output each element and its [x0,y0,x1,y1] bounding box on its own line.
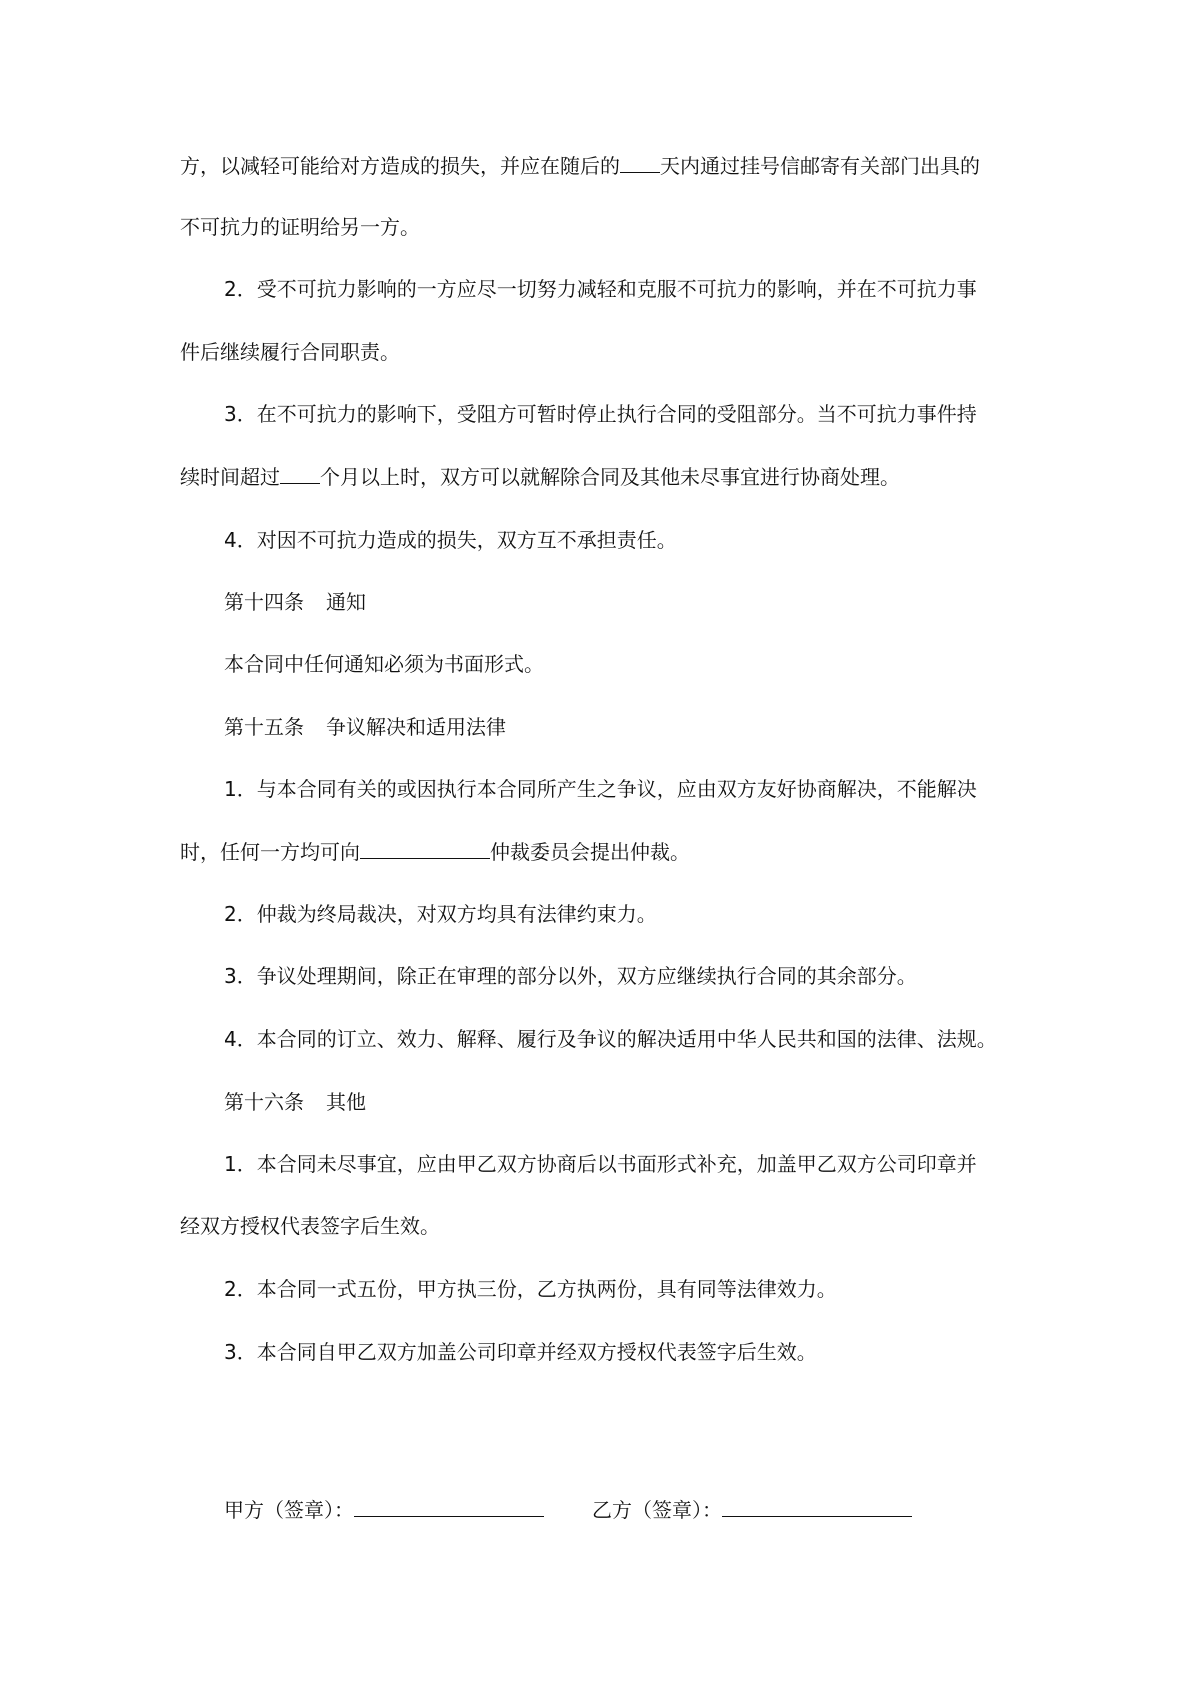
party-a-signature-line[interactable] [354,1498,544,1517]
article-number: 第十五条 [224,715,304,739]
paragraph-text: 3．本合同自甲乙双方加盖公司印章并经双方授权代表签字后生效。 [224,1340,817,1364]
party-b-signature [592,1496,912,1524]
article-15-clause-1-line-1 [224,775,1074,803]
paragraph-text: 经双方授权代表签字后生效。 [180,1214,440,1238]
fill-in-blank [360,840,490,859]
article-15-clause-4 [224,1025,1074,1053]
clause-2-line-2 [180,338,1030,366]
clause-3-line-2 [180,463,1030,491]
article-14-text [224,650,1074,678]
article-15-clause-3 [224,962,1074,990]
signature-row [224,1496,1024,1524]
paragraph-text: 个月以上时，双方可以就解除合同及其他未尽事宜进行协商处理。 [320,465,900,489]
paragraph-text: 不可抗力的证明给另一方。 [180,215,420,239]
paragraph-text: 1．本合同未尽事宜，应由甲乙双方协商后以书面形式补充，加盖甲乙双方公司印章并 [224,1152,977,1176]
article-16-clause-1-line-2 [180,1212,1030,1240]
party-b-label: 乙方（签章）： [592,1498,722,1522]
fill-in-blank [280,465,320,484]
paragraph-text: 2．仲裁为终局裁决，对双方均具有法律约束力。 [224,902,657,926]
paragraph-text: 2．受不可抗力影响的一方应尽一切努力减轻和克服不可抗力的影响，并在不可抗力事 [224,277,977,301]
paragraph-line [180,213,1030,241]
article-16-heading [224,1088,1074,1116]
paragraph-text: 2．本合同一式五份，甲方执三份，乙方执两份，具有同等法律效力。 [224,1277,837,1301]
paragraph-text: 仲裁委员会提出仲裁。 [490,840,690,864]
article-15-clause-1-line-2 [180,838,1030,866]
paragraph-text: 4．本合同的订立、效力、解释、履行及争议的解决适用中华人民共和国的法律、法规。 [224,1027,997,1051]
article-15-clause-2 [224,900,1074,928]
article-title: 其他 [326,1090,366,1114]
paragraph-text: 本合同中任何通知必须为书面形式。 [224,652,544,676]
article-number: 第十四条 [224,590,304,614]
paragraph-text: 方，以减轻可能给对方造成的损失，并应在随后的 [180,154,620,178]
paragraph-text: 件后继续履行合同职责。 [180,340,400,364]
party-b-signature-line[interactable] [722,1498,912,1517]
clause-3-line-1 [224,400,1074,428]
article-16-clause-3 [224,1338,1074,1366]
clause-4-line [224,526,1074,554]
paragraph-text: 时，任何一方均可向 [180,840,360,864]
article-title: 通知 [326,590,366,614]
paragraph-text: 3．在不可抗力的影响下，受阻方可暂时停止执行合同的受阻部分。当不可抗力事件持 [224,402,977,426]
clause-2-line-1 [224,275,1074,303]
paragraph-text: 1．与本合同有关的或因执行本合同所产生之争议，应由双方友好协商解决，不能解决 [224,777,977,801]
paragraph-line [180,152,1030,180]
fill-in-blank [620,154,660,173]
paragraph-text: 4．对因不可抗力造成的损失，双方互不承担责任。 [224,528,677,552]
paragraph-text: 天内通过挂号信邮寄有关部门出具的 [660,154,980,178]
paragraph-text: 3．争议处理期间，除正在审理的部分以外，双方应继续执行合同的其余部分。 [224,964,917,988]
article-16-clause-2 [224,1275,1074,1303]
article-15-heading [224,713,1074,741]
article-title: 争议解决和适用法律 [326,715,506,739]
paragraph-text: 续时间超过 [180,465,280,489]
article-16-clause-1-line-1 [224,1150,1074,1178]
article-number: 第十六条 [224,1090,304,1114]
party-a-signature [224,1496,544,1524]
article-14-heading [224,588,1074,616]
party-a-label: 甲方（签章）： [224,1498,354,1522]
